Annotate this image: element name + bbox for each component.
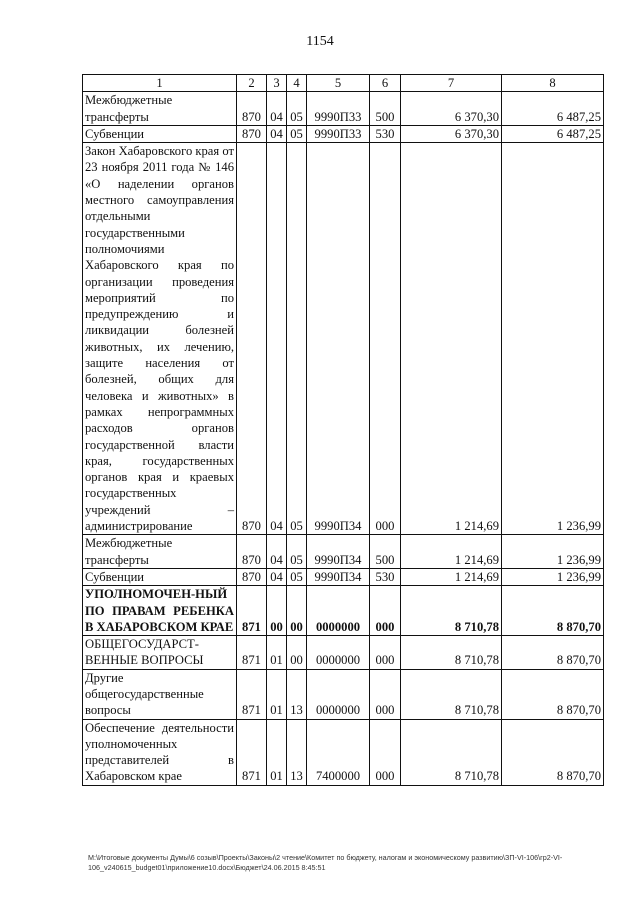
row-name-cell: Закон Хабаровского края от 23 ноября 2011 года № 146 «О наделении органов местного самоуправления отдельными государственными полномочиями Хабаровского края по организации проведения мероприятий по предупреждению и ликвидации болезней животных, их лечению, защите населения от болезней, общих для человека и животных» в рамках непрограммных расходов органов государственной власти края, государственных органов края и краевых государственных учреждений – администрирование xyxy=(83,143,237,535)
amount-2017-cell: 8 870,70 xyxy=(502,669,604,719)
table-row xyxy=(83,586,604,636)
section-cell: 04 xyxy=(267,125,287,142)
amount-2016-cell: 8 710,78 xyxy=(401,586,502,636)
amount-2016-cell: 1 214,69 xyxy=(401,535,502,569)
section-cell: 00 xyxy=(267,586,287,636)
target-article-cell: 9990П33 xyxy=(307,125,370,142)
subsection-cell: 05 xyxy=(287,92,307,126)
admin-code-cell: 871 xyxy=(237,669,267,719)
amount-2017-cell: 6 487,25 xyxy=(502,92,604,126)
section-cell: 01 xyxy=(267,636,287,670)
amount-2017-cell: 1 236,99 xyxy=(502,535,604,569)
expense-type-cell: 500 xyxy=(370,535,401,569)
target-article-cell: 9990П34 xyxy=(307,568,370,585)
subsection-cell: 13 xyxy=(287,719,307,785)
target-article-cell: 9990П34 xyxy=(307,143,370,535)
amount-2016-cell: 8 710,78 xyxy=(401,636,502,670)
subsection-cell: 00 xyxy=(287,586,307,636)
row-name-cell: ОБЩЕГОСУДАРСТ-ВЕННЫЕ ВОПРОСЫ xyxy=(83,636,237,670)
amount-2016-cell: 1 214,69 xyxy=(401,143,502,535)
column-header: 6 xyxy=(370,75,401,92)
row-name-cell: Обеспечение деятельности уполномоченных представителей в Хабаровском крае xyxy=(83,719,237,785)
target-article-cell: 9990П33 xyxy=(307,92,370,126)
subsection-cell: 00 xyxy=(287,636,307,670)
section-cell: 04 xyxy=(267,568,287,585)
admin-code-cell: 870 xyxy=(237,125,267,142)
admin-code-cell: 870 xyxy=(237,143,267,535)
expense-type-cell: 530 xyxy=(370,568,401,585)
column-header: 4 xyxy=(287,75,307,92)
admin-code-cell: 871 xyxy=(237,586,267,636)
admin-code-cell: 870 xyxy=(237,92,267,126)
header-row xyxy=(83,75,604,92)
row-name-cell: Межбюджетные трансферты xyxy=(83,535,237,569)
amount-2016-cell: 6 370,30 xyxy=(401,125,502,142)
section-cell: 01 xyxy=(267,719,287,785)
column-header: 3 xyxy=(267,75,287,92)
expense-type-cell: 000 xyxy=(370,586,401,636)
column-header: 2 xyxy=(237,75,267,92)
amount-2016-cell: 1 214,69 xyxy=(401,568,502,585)
admin-code-cell: 870 xyxy=(237,568,267,585)
table-row xyxy=(83,92,604,126)
subsection-cell: 05 xyxy=(287,568,307,585)
section-cell: 04 xyxy=(267,143,287,535)
amount-2017-cell: 8 870,70 xyxy=(502,636,604,670)
admin-code-cell: 871 xyxy=(237,636,267,670)
expense-type-cell: 530 xyxy=(370,125,401,142)
column-header: 7 xyxy=(401,75,502,92)
subsection-cell: 13 xyxy=(287,669,307,719)
budget-table xyxy=(82,74,604,786)
expense-type-cell: 000 xyxy=(370,719,401,785)
target-article-cell: 0000000 xyxy=(307,669,370,719)
amount-2016-cell: 6 370,30 xyxy=(401,92,502,126)
row-name-cell: УПОЛНОМОЧЕН-НЫЙ ПО ПРАВАМ РЕБЕНКА В ХАБАРОВСКОМ КРАЕ xyxy=(83,586,237,636)
table-row xyxy=(83,125,604,142)
admin-code-cell: 871 xyxy=(237,719,267,785)
subsection-cell: 05 xyxy=(287,125,307,142)
column-header: 8 xyxy=(502,75,604,92)
admin-code-cell: 870 xyxy=(237,535,267,569)
expense-type-cell: 000 xyxy=(370,143,401,535)
section-cell: 01 xyxy=(267,669,287,719)
section-cell: 04 xyxy=(267,535,287,569)
column-header: 1 xyxy=(83,75,237,92)
section-cell: 04 xyxy=(267,92,287,126)
subsection-cell: 05 xyxy=(287,535,307,569)
column-header: 5 xyxy=(307,75,370,92)
table-row xyxy=(83,535,604,569)
table-row xyxy=(83,669,604,719)
amount-2016-cell: 8 710,78 xyxy=(401,719,502,785)
target-article-cell: 9990П34 xyxy=(307,535,370,569)
row-name-cell: Межбюджетные трансферты xyxy=(83,92,237,126)
row-name-cell: Субвенции xyxy=(83,568,237,585)
expense-type-cell: 500 xyxy=(370,92,401,126)
page-number: 1154 xyxy=(306,34,334,49)
table-body xyxy=(83,75,604,786)
target-article-cell: 0000000 xyxy=(307,636,370,670)
row-name-cell: Субвенции xyxy=(83,125,237,142)
table-row xyxy=(83,636,604,670)
expense-type-cell: 000 xyxy=(370,636,401,670)
expense-type-cell: 000 xyxy=(370,669,401,719)
amount-2017-cell: 1 236,99 xyxy=(502,568,604,585)
amount-2016-cell: 8 710,78 xyxy=(401,669,502,719)
target-article-cell: 0000000 xyxy=(307,586,370,636)
table-row xyxy=(83,143,604,535)
amount-2017-cell: 6 487,25 xyxy=(502,125,604,142)
subsection-cell: 05 xyxy=(287,143,307,535)
amount-2017-cell: 8 870,70 xyxy=(502,719,604,785)
row-name-cell: Другие общегосударственные вопросы xyxy=(83,669,237,719)
table-row xyxy=(83,568,604,585)
footer-file-path: M:\Итоговые документы Думы\6 созыв\Проекты\Законы\2 чтение\Комитет по бюджету, налогам и экономическому развитию\ЗП-VI-106\гр2-VI-106_v240615_budget01\приложение10.docx\Бюджет\24.06.2015 8:45:51 xyxy=(88,853,563,872)
table-row xyxy=(83,719,604,785)
amount-2017-cell: 8 870,70 xyxy=(502,586,604,636)
target-article-cell: 7400000 xyxy=(307,719,370,785)
amount-2017-cell: 1 236,99 xyxy=(502,143,604,535)
